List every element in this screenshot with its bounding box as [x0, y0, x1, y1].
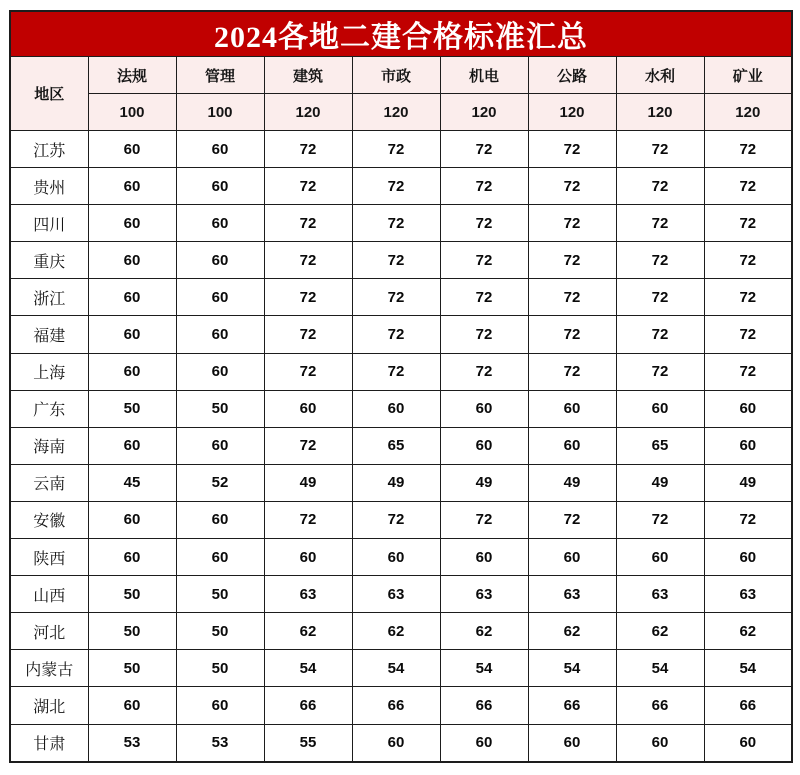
- score-cell: 60: [528, 427, 616, 464]
- subject-header-cell: 管理: [176, 57, 264, 94]
- score-cell: 72: [440, 279, 528, 316]
- score-cell: 60: [176, 242, 264, 279]
- score-cell: 60: [88, 279, 176, 316]
- score-cell: 50: [88, 390, 176, 427]
- score-cell: 72: [528, 242, 616, 279]
- subject-header-cell: 市政: [352, 57, 440, 94]
- score-cell: 53: [88, 724, 176, 762]
- score-cell: 60: [264, 539, 352, 576]
- score-cell: 72: [264, 501, 352, 538]
- score-cell: 60: [176, 427, 264, 464]
- score-cell: 72: [352, 205, 440, 242]
- score-cell: 72: [616, 242, 704, 279]
- score-cell: 72: [264, 242, 352, 279]
- score-cell: 60: [176, 131, 264, 168]
- score-cell: 72: [528, 205, 616, 242]
- table-row: [10, 205, 792, 242]
- score-cell: 72: [352, 353, 440, 390]
- region-cell: 河北: [10, 613, 88, 650]
- score-cell: 60: [88, 539, 176, 576]
- score-cell: 72: [616, 168, 704, 205]
- score-cell: 66: [528, 687, 616, 724]
- full-score-cell: 120: [616, 94, 704, 131]
- region-column-header: 地区: [10, 57, 88, 131]
- score-cell: 63: [704, 576, 792, 613]
- full-score-cell: 120: [352, 94, 440, 131]
- score-cell: 60: [176, 501, 264, 538]
- table-title: 2024各地二建合格标准汇总: [10, 11, 792, 57]
- score-cell: 66: [264, 687, 352, 724]
- full-score-cell: 120: [264, 94, 352, 131]
- region-cell: 四川: [10, 205, 88, 242]
- score-cell: 72: [616, 353, 704, 390]
- table-row: [10, 427, 792, 464]
- score-cell: 72: [352, 279, 440, 316]
- score-cell: 60: [528, 724, 616, 762]
- table-row: [10, 390, 792, 427]
- score-cell: 50: [176, 650, 264, 687]
- region-cell: 内蒙古: [10, 650, 88, 687]
- score-cell: 66: [440, 687, 528, 724]
- score-cell: 72: [704, 131, 792, 168]
- score-cell: 49: [704, 464, 792, 501]
- subject-header-cell: 机电: [440, 57, 528, 94]
- score-cell: 72: [264, 316, 352, 353]
- region-cell: 重庆: [10, 242, 88, 279]
- score-cell: 60: [88, 131, 176, 168]
- region-cell: 海南: [10, 427, 88, 464]
- score-cell: 72: [704, 242, 792, 279]
- region-cell: 陕西: [10, 539, 88, 576]
- table-row: [10, 687, 792, 724]
- score-cell: 72: [528, 316, 616, 353]
- score-cell: 60: [704, 539, 792, 576]
- score-cell: 54: [704, 650, 792, 687]
- region-cell: 云南: [10, 464, 88, 501]
- score-cell: 60: [88, 205, 176, 242]
- score-cell: 66: [704, 687, 792, 724]
- table-row: [10, 131, 792, 168]
- region-cell: 甘肃: [10, 724, 88, 762]
- score-cell: 50: [176, 390, 264, 427]
- score-cell: 72: [440, 131, 528, 168]
- score-cell: 54: [528, 650, 616, 687]
- full-score-cell: 100: [88, 94, 176, 131]
- score-cell: 60: [176, 168, 264, 205]
- score-cell: 72: [528, 131, 616, 168]
- subject-header-row: [10, 57, 792, 94]
- score-cell: 55: [264, 724, 352, 762]
- score-cell: 63: [616, 576, 704, 613]
- score-cell: 66: [352, 687, 440, 724]
- region-cell: 湖北: [10, 687, 88, 724]
- score-cell: 62: [352, 613, 440, 650]
- score-cell: 60: [352, 724, 440, 762]
- score-cell: 63: [528, 576, 616, 613]
- score-cell: 72: [440, 501, 528, 538]
- score-cell: 60: [528, 539, 616, 576]
- subject-header-cell: 法规: [88, 57, 176, 94]
- score-cell: 50: [176, 576, 264, 613]
- score-cell: 72: [264, 279, 352, 316]
- score-cell: 50: [88, 576, 176, 613]
- region-cell: 浙江: [10, 279, 88, 316]
- score-cell: 52: [176, 464, 264, 501]
- score-cell: 60: [88, 353, 176, 390]
- score-cell: 72: [352, 501, 440, 538]
- score-cell: 54: [616, 650, 704, 687]
- score-cell: 60: [176, 353, 264, 390]
- table-row: [10, 724, 792, 762]
- score-cell: 72: [704, 501, 792, 538]
- score-cell: 60: [352, 390, 440, 427]
- score-cell: 72: [528, 353, 616, 390]
- score-cell: 50: [176, 613, 264, 650]
- score-cell: 60: [704, 390, 792, 427]
- score-cell: 60: [704, 427, 792, 464]
- score-cell: 62: [264, 613, 352, 650]
- score-cell: 72: [616, 205, 704, 242]
- score-cell: 50: [88, 613, 176, 650]
- score-cell: 72: [264, 353, 352, 390]
- score-cell: 49: [528, 464, 616, 501]
- score-cell: 49: [264, 464, 352, 501]
- score-cell: 50: [88, 650, 176, 687]
- score-cell: 72: [704, 168, 792, 205]
- subject-header-cell: 矿业: [704, 57, 792, 94]
- score-cell: 60: [88, 168, 176, 205]
- score-cell: 65: [352, 427, 440, 464]
- score-cell: 72: [440, 242, 528, 279]
- subject-header-cell: 建筑: [264, 57, 352, 94]
- score-cell: 72: [616, 279, 704, 316]
- score-cell: 54: [264, 650, 352, 687]
- full-score-cell: 120: [528, 94, 616, 131]
- subject-header-cell: 公路: [528, 57, 616, 94]
- score-cell: 72: [704, 205, 792, 242]
- score-cell: 62: [440, 613, 528, 650]
- score-cell: 49: [352, 464, 440, 501]
- score-cell: 72: [440, 353, 528, 390]
- score-cell: 60: [176, 205, 264, 242]
- table-row: [10, 539, 792, 576]
- subject-header-cell: 水利: [616, 57, 704, 94]
- score-cell: 66: [616, 687, 704, 724]
- score-cell: 62: [616, 613, 704, 650]
- score-cell: 72: [264, 427, 352, 464]
- score-cell: 49: [616, 464, 704, 501]
- score-cell: 60: [352, 539, 440, 576]
- score-cell: 72: [440, 316, 528, 353]
- score-cell: 72: [264, 168, 352, 205]
- score-cell: 60: [176, 687, 264, 724]
- qualification-score-table: [9, 10, 793, 763]
- score-cell: 60: [440, 390, 528, 427]
- region-cell: 安徽: [10, 501, 88, 538]
- score-cell: 72: [704, 279, 792, 316]
- score-cell: 60: [440, 539, 528, 576]
- region-cell: 山西: [10, 576, 88, 613]
- score-cell: 62: [704, 613, 792, 650]
- score-cell: 72: [352, 242, 440, 279]
- table-row: [10, 279, 792, 316]
- score-cell: 60: [616, 390, 704, 427]
- score-cell: 72: [528, 279, 616, 316]
- score-cell: 60: [704, 724, 792, 762]
- score-cell: 54: [352, 650, 440, 687]
- table-body: [10, 131, 792, 762]
- full-score-cell: 120: [704, 94, 792, 131]
- score-cell: 72: [440, 168, 528, 205]
- score-cell: 72: [616, 131, 704, 168]
- table-row: [10, 168, 792, 205]
- score-cell: 72: [352, 316, 440, 353]
- score-cell: 60: [88, 687, 176, 724]
- score-cell: 60: [440, 724, 528, 762]
- score-cell: 60: [176, 539, 264, 576]
- table-row: [10, 501, 792, 538]
- score-cell: 60: [176, 279, 264, 316]
- score-cell: 72: [440, 205, 528, 242]
- table-row: [10, 316, 792, 353]
- score-cell: 60: [440, 427, 528, 464]
- full-score-header-row: [10, 94, 792, 131]
- table-row: [10, 242, 792, 279]
- score-cell: 63: [352, 576, 440, 613]
- score-cell: 72: [528, 501, 616, 538]
- score-cell: 72: [704, 353, 792, 390]
- score-cell: 45: [88, 464, 176, 501]
- score-cell: 60: [176, 316, 264, 353]
- table-row: [10, 650, 792, 687]
- score-cell: 72: [352, 131, 440, 168]
- table-row: [10, 576, 792, 613]
- score-cell: 72: [264, 205, 352, 242]
- region-cell: 广东: [10, 390, 88, 427]
- score-cell: 60: [616, 724, 704, 762]
- score-cell: 49: [440, 464, 528, 501]
- table-row: [10, 613, 792, 650]
- score-cell: 60: [88, 501, 176, 538]
- score-cell: 72: [704, 316, 792, 353]
- title-row: [10, 11, 792, 57]
- score-cell: 60: [264, 390, 352, 427]
- score-cell: 63: [440, 576, 528, 613]
- score-cell: 72: [528, 168, 616, 205]
- table-row: [10, 353, 792, 390]
- region-cell: 江苏: [10, 131, 88, 168]
- full-score-cell: 100: [176, 94, 264, 131]
- score-cell: 54: [440, 650, 528, 687]
- region-cell: 上海: [10, 353, 88, 390]
- score-cell: 72: [264, 131, 352, 168]
- table-row: [10, 464, 792, 501]
- score-cell: 72: [352, 168, 440, 205]
- score-cell: 62: [528, 613, 616, 650]
- score-cell: 65: [616, 427, 704, 464]
- score-cell: 60: [88, 427, 176, 464]
- region-cell: 贵州: [10, 168, 88, 205]
- region-cell: 福建: [10, 316, 88, 353]
- score-cell: 72: [616, 501, 704, 538]
- full-score-cell: 120: [440, 94, 528, 131]
- score-cell: 60: [88, 316, 176, 353]
- score-cell: 53: [176, 724, 264, 762]
- score-cell: 60: [88, 242, 176, 279]
- score-cell: 60: [616, 539, 704, 576]
- score-cell: 63: [264, 576, 352, 613]
- score-cell: 72: [616, 316, 704, 353]
- score-cell: 60: [528, 390, 616, 427]
